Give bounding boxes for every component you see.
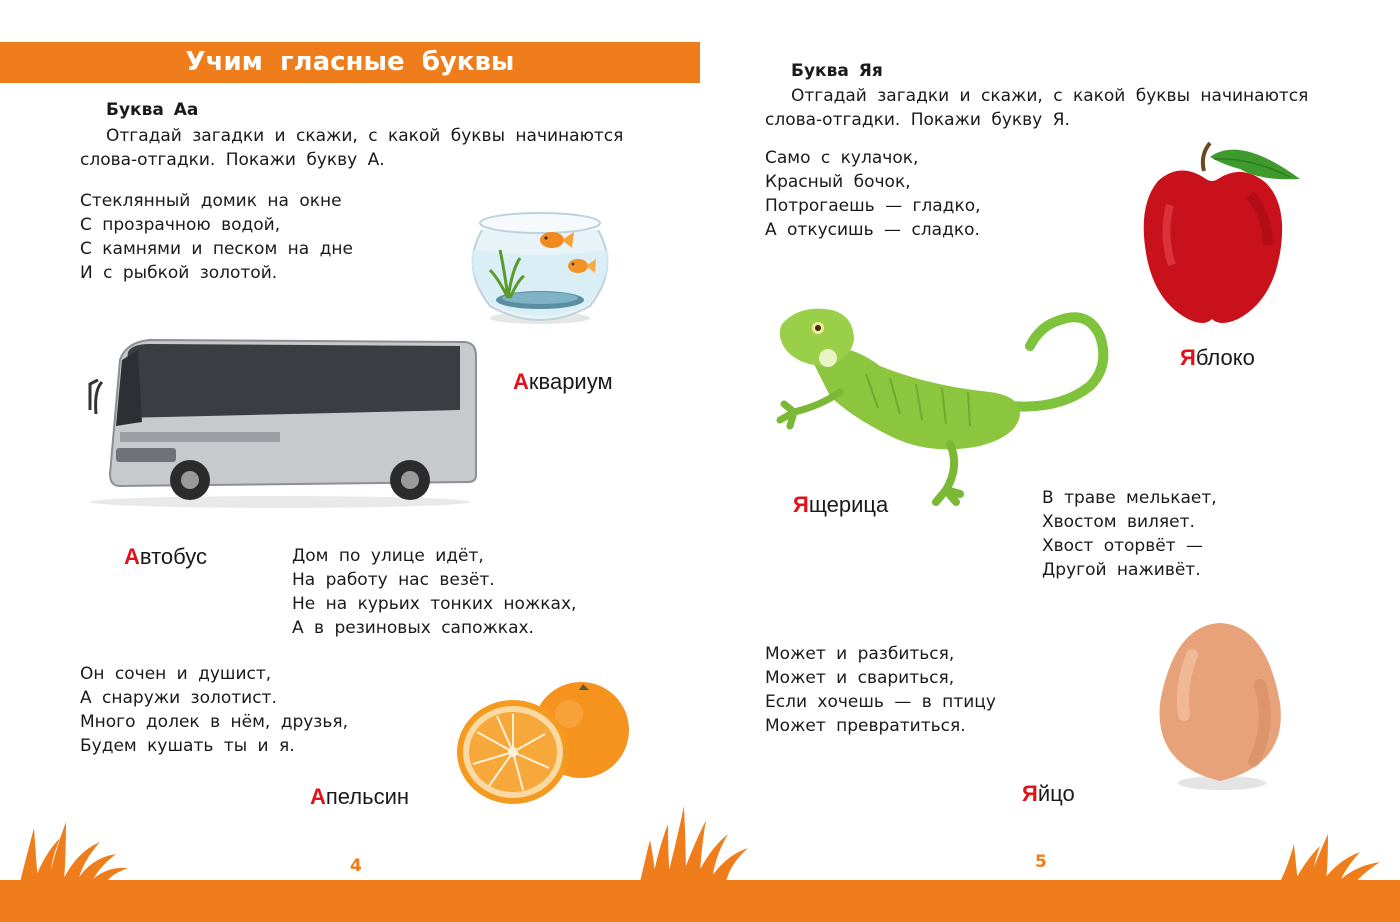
answer-rest: блоко — [1195, 345, 1255, 370]
intro-a-line: Отгадай загадки и скажи, с какой буквы начинаются — [106, 126, 624, 146]
answer-bus — [124, 544, 207, 570]
verse-line: С камнями и песком на дне — [80, 239, 353, 259]
answer-first-letter: Я — [793, 492, 809, 517]
grass-decoration — [20, 818, 130, 882]
verse-line: Много долек в нём, друзья, — [80, 712, 348, 732]
section-title-ya: Буква Яя — [791, 61, 883, 81]
verse-line: В траве мелькает, — [1042, 488, 1217, 508]
answer-rest: пельсин — [325, 784, 410, 809]
apple-illustration — [1140, 135, 1305, 335]
intro-a-line: слова-отгадки. Покажи букву А. — [80, 150, 385, 170]
egg-illustration — [1150, 615, 1290, 795]
page-number-left: 4 — [350, 856, 362, 876]
verse-line: Не на курьих тонких ножках, — [292, 594, 577, 614]
verse-line: А в резиновых сапожках. — [292, 618, 534, 638]
answer-orange — [310, 784, 409, 810]
intro-ya — [765, 84, 1318, 132]
verse-line: Дом по улице идёт, — [292, 546, 484, 566]
verse-line: С прозрачною водой, — [80, 215, 281, 235]
verse-line: Он сочен и душист, — [80, 664, 272, 684]
verse-line: Стеклянный домик на окне — [80, 191, 342, 211]
answer-egg — [1022, 781, 1075, 807]
verse-line: Хвост оторвёт — — [1042, 536, 1203, 556]
answer-first-letter: А — [513, 369, 529, 394]
verse-line: Потрогаешь — гладко, — [765, 196, 981, 216]
lizard-illustration — [770, 296, 1120, 511]
verse-line: И с рыбкой золотой. — [80, 263, 278, 283]
intro-a — [80, 124, 635, 172]
answer-aquarium — [513, 369, 613, 395]
answer-first-letter: А — [124, 544, 140, 569]
verse-line: Может и разбиться, — [765, 644, 955, 664]
riddle-apple — [765, 146, 981, 242]
answer-first-letter: Я — [1022, 781, 1038, 806]
intro-ya-line: слова-отгадки. Покажи букву Я. — [765, 110, 1070, 130]
verse-line: Само с кулачок, — [765, 148, 919, 168]
orange-illustration — [453, 678, 635, 808]
verse-line: Может и свариться, — [765, 668, 955, 688]
verse-line: Будем кушать ты и я. — [80, 736, 295, 756]
verse-line: А откусишь — сладко. — [765, 220, 980, 240]
answer-lizard — [793, 492, 888, 518]
verse-line: Другой наживёт. — [1042, 560, 1201, 580]
answer-rest: йцо — [1037, 781, 1075, 806]
grass-decoration — [640, 800, 750, 882]
riddle-egg — [765, 642, 996, 738]
riddle-aquarium — [80, 189, 353, 285]
verse-line: Красный бочок, — [765, 172, 911, 192]
grass-decoration — [1280, 830, 1390, 882]
verse-line: А снаружи золотист. — [80, 688, 277, 708]
riddle-orange — [80, 662, 348, 758]
riddle-lizard — [1042, 486, 1217, 582]
page-number-right: 5 — [1035, 852, 1047, 872]
verse-line: Если хочешь — в птицу — [765, 692, 996, 712]
aquarium-illustration — [460, 188, 620, 328]
intro-ya-line: Отгадай загадки и скажи, с какой буквы начинаются — [791, 86, 1309, 106]
bus-illustration — [80, 330, 480, 510]
bottom-bar — [0, 880, 1400, 922]
riddle-bus — [292, 544, 576, 640]
verse-line: На работу нас везёт. — [292, 570, 495, 590]
answer-first-letter: Я — [1180, 345, 1196, 370]
section-title-a: Буква Аа — [106, 100, 199, 120]
answer-first-letter: А — [310, 784, 326, 809]
answer-rest: втобус — [139, 544, 208, 569]
verse-line: Хвостом виляет. — [1042, 512, 1195, 532]
answer-rest: щерица — [808, 492, 889, 517]
verse-line: Может превратиться. — [765, 716, 966, 736]
answer-rest: квариум — [528, 369, 613, 394]
answer-apple — [1180, 345, 1255, 371]
page-title: Учим гласные буквы — [185, 47, 515, 77]
